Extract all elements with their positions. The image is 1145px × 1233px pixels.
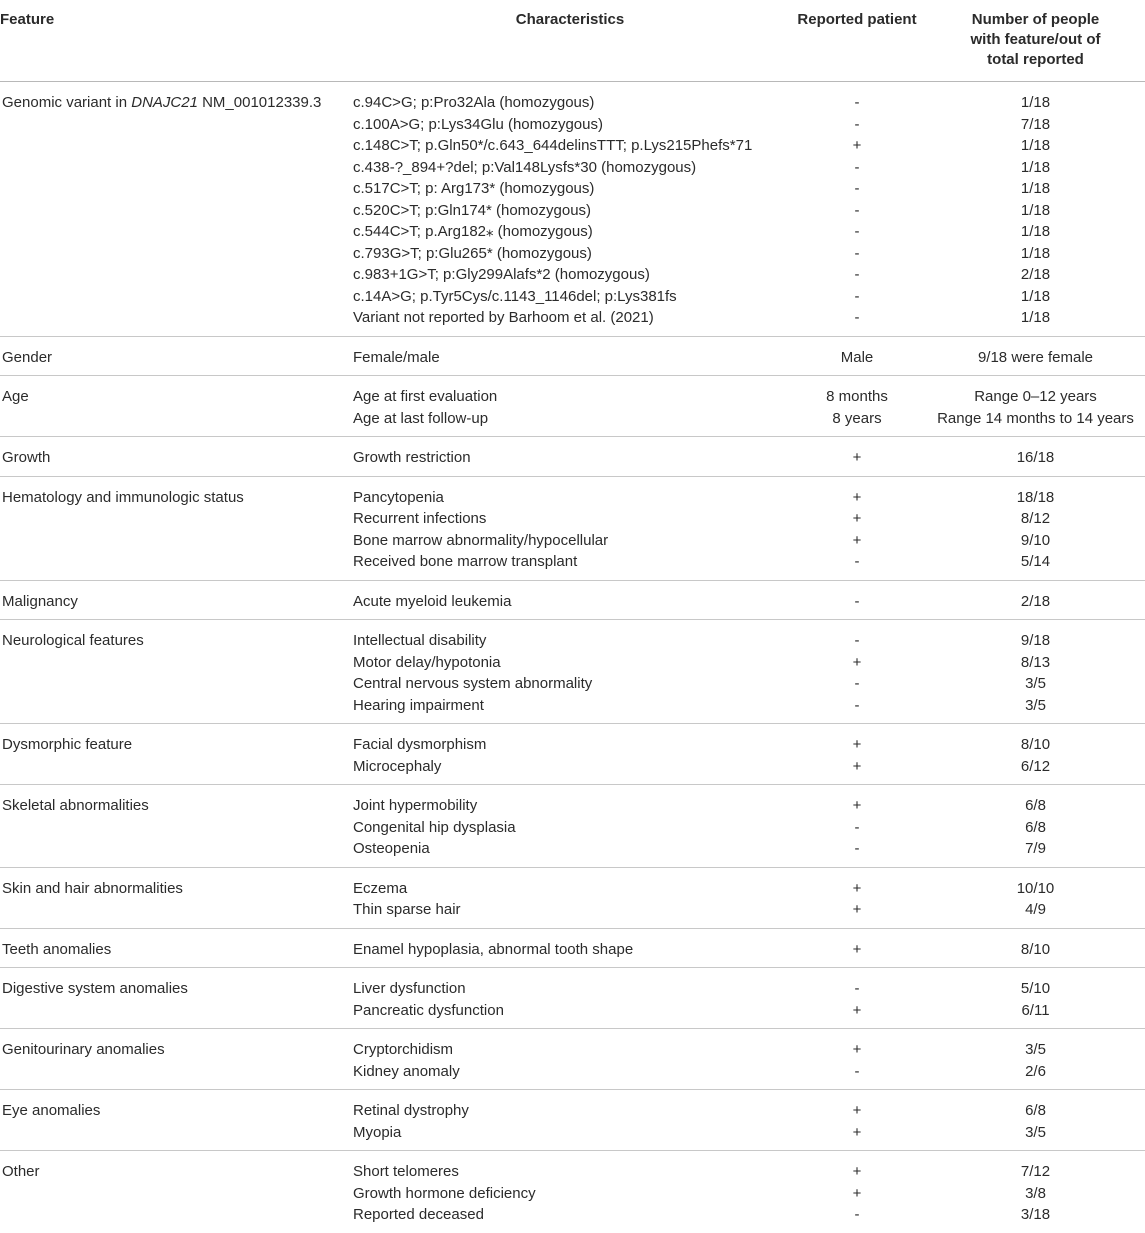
patient-value: +	[852, 1123, 862, 1141]
reported-patient-cell	[788, 336, 926, 376]
characteristic-text: c.520C>T; p:Gln174* (homozygous)	[353, 201, 592, 219]
patient-value: Male	[840, 348, 874, 366]
header-number-line: total reported	[987, 51, 1084, 68]
count-value: 3/18	[1020, 1206, 1051, 1223]
patient-value: +	[852, 449, 862, 466]
characteristic-text: Bone marrow abnormality/hypocellular	[353, 531, 609, 549]
patient-value: -	[854, 818, 860, 836]
table-row	[0, 928, 1145, 968]
feature-label: Growth	[2, 449, 51, 466]
characteristic-text: Cryptorchidism	[353, 1041, 454, 1058]
count-value: 7/12	[1020, 1163, 1051, 1180]
table-row	[0, 724, 1145, 785]
reported-patient-cell	[788, 376, 926, 437]
characteristics-cell	[352, 1090, 788, 1151]
patient-value: -	[854, 266, 860, 283]
patient-value: -	[854, 1206, 860, 1223]
feature-cell	[0, 336, 352, 376]
characteristic-text: Enamel hypoplasia, abnormal tooth shape	[353, 940, 634, 958]
count-value: 4/9	[1025, 901, 1046, 918]
characteristic-text: c.793G>T; p:Glu265* (homozygous)	[353, 244, 592, 262]
count-value: 9/10	[1020, 531, 1051, 549]
count-value: 7/9	[1025, 840, 1046, 857]
patient-value: -	[854, 94, 860, 111]
table-row	[0, 867, 1145, 928]
characteristics-cell	[352, 82, 788, 337]
feature-label: Teeth anomalies	[2, 940, 112, 958]
characteristics-cell	[352, 1151, 788, 1233]
count-value: 1/18	[1020, 244, 1051, 262]
count-value: 9/18	[1020, 632, 1051, 649]
table-row	[0, 1151, 1145, 1233]
count-cell	[926, 1090, 1145, 1151]
feature-cell	[0, 928, 352, 968]
count-value: 1/18	[1020, 287, 1051, 305]
count-value: 5/10	[1020, 980, 1051, 997]
characteristics-cell	[352, 724, 788, 785]
characteristic-text: Recurrent infections	[353, 510, 487, 527]
patient-value: +	[852, 757, 862, 775]
count-value: 1/18	[1020, 223, 1051, 240]
count-value: 8/13	[1020, 653, 1051, 671]
characteristic-text: Pancreatic dysfunction	[353, 1001, 504, 1019]
table-row	[0, 437, 1145, 477]
patient-value: -	[854, 115, 860, 133]
table-row	[0, 1029, 1145, 1090]
count-value: Range 14 months to 14 years	[937, 409, 1134, 427]
count-value: 16/18	[1016, 449, 1055, 466]
reported-patient-cell	[788, 1029, 926, 1090]
count-value: 3/5	[1025, 1123, 1046, 1141]
header-characteristics: Characteristics	[515, 11, 625, 28]
patient-value: -	[854, 223, 860, 240]
feature-cell	[0, 620, 352, 724]
count-cell	[926, 476, 1145, 580]
characteristic-text: c.544C>T; p.Arg182⁎ (homozygous)	[353, 223, 593, 240]
characteristic-text: Motor delay/hypotonia	[353, 653, 501, 671]
count-value: 3/5	[1025, 675, 1046, 692]
count-cell	[926, 1151, 1145, 1233]
count-value: 2/6	[1025, 1062, 1046, 1080]
count-cell	[926, 437, 1145, 477]
patient-value: -	[854, 632, 860, 649]
patient-value: -	[854, 180, 860, 197]
count-value: 1/18	[1020, 201, 1051, 219]
count-value: 2/18	[1020, 592, 1051, 610]
feature-label: Gender	[2, 348, 53, 366]
patient-value: -	[854, 244, 860, 262]
table-row	[0, 968, 1145, 1029]
count-value: 6/8	[1025, 797, 1046, 814]
feature-cell	[0, 376, 352, 437]
patient-value: -	[854, 980, 860, 997]
characteristic-text: Hearing impairment	[353, 696, 484, 714]
feature-cell	[0, 1151, 352, 1233]
patient-value: +	[852, 1102, 862, 1119]
count-value: 5/14	[1020, 553, 1051, 570]
count-value: Range 0–12 years	[974, 388, 1097, 405]
feature-label: Age	[2, 388, 29, 405]
feature-label: Malignancy	[2, 592, 78, 610]
count-cell	[926, 724, 1145, 785]
reported-patient-cell	[788, 968, 926, 1029]
feature-label: Other	[2, 1163, 40, 1180]
characteristic-text: Congenital hip dysplasia	[353, 818, 516, 836]
characteristics-cell	[352, 1029, 788, 1090]
feature-label: Genomic variant in	[2, 94, 132, 111]
count-cell	[926, 620, 1145, 724]
patient-value: -	[854, 592, 860, 610]
feature-label: Eye anomalies	[2, 1102, 101, 1119]
feature-cell	[0, 785, 352, 868]
count-value: 6/8	[1025, 818, 1046, 836]
characteristic-text: Myopia	[353, 1123, 402, 1141]
count-cell	[926, 867, 1145, 928]
characteristics-cell	[352, 968, 788, 1029]
header-number-line: Number of people	[971, 11, 1100, 28]
patient-value: +	[852, 901, 862, 918]
feature-cell	[0, 724, 352, 785]
feature-label: Hematology and immunologic status	[2, 488, 244, 506]
feature-cell	[0, 968, 352, 1029]
patient-value: +	[852, 1184, 862, 1202]
patient-value: +	[852, 653, 862, 671]
characteristic-text: Eczema	[353, 879, 408, 897]
patient-value: -	[854, 696, 860, 714]
feature-cell	[0, 1090, 352, 1151]
header-number	[926, 0, 1145, 82]
characteristics-cell	[352, 867, 788, 928]
characteristic-text: Facial dysmorphism	[353, 736, 487, 753]
patient-value: -	[854, 287, 860, 305]
patient-value: -	[854, 553, 860, 570]
characteristics-cell	[352, 928, 788, 968]
feature-cell	[0, 476, 352, 580]
patient-value: -	[854, 1062, 860, 1080]
feature-label: Dysmorphic feature	[2, 736, 133, 753]
count-value: 8/10	[1020, 736, 1051, 753]
characteristic-text: Received bone marrow transplant	[353, 553, 578, 570]
characteristics-cell	[352, 785, 788, 868]
reported-patient-cell	[788, 928, 926, 968]
table-row	[0, 580, 1145, 620]
feature-cell	[0, 437, 352, 477]
count-value: 6/8	[1025, 1102, 1046, 1119]
table-row	[0, 376, 1145, 437]
table-body	[0, 82, 1145, 1233]
reported-patient-cell	[788, 1090, 926, 1151]
patient-value: -	[854, 675, 860, 692]
characteristic-text: Intellectual disability	[353, 632, 487, 649]
characteristic-text: c.14A>G; p.Tyr5Cys/c.1143_1146del; p:Lys381fs	[353, 287, 677, 305]
patient-value: +	[852, 1163, 862, 1180]
characteristic-text: Central nervous system abnormality	[353, 675, 593, 692]
table-row	[0, 476, 1145, 580]
count-cell	[926, 336, 1145, 376]
characteristic-text: Growth restriction	[353, 449, 471, 466]
count-cell	[926, 580, 1145, 620]
count-value: 1/18	[1020, 94, 1051, 111]
patient-value: 8 years	[832, 409, 882, 427]
patient-value: +	[852, 1001, 862, 1019]
characteristic-text: Retinal dystrophy	[353, 1102, 469, 1119]
count-value: 6/11	[1021, 1001, 1050, 1019]
feature-cell	[0, 580, 352, 620]
characteristic-text: Thin sparse hair	[353, 901, 461, 918]
characteristic-text: Age at first evaluation	[353, 388, 498, 405]
patient-value: +	[852, 137, 862, 154]
characteristics-cell	[352, 620, 788, 724]
patient-value: +	[852, 736, 862, 753]
patient-value: +	[852, 531, 862, 549]
header-feature: Feature	[0, 11, 55, 28]
transcript-id: NM_001012339.3	[197, 94, 322, 111]
count-cell	[926, 928, 1145, 968]
characteristic-text: Kidney anomaly	[353, 1062, 460, 1080]
reported-patient-cell	[788, 620, 926, 724]
reported-patient-cell	[788, 785, 926, 868]
characteristic-text: Growth hormone deficiency	[353, 1184, 536, 1202]
header-number-line: with feature/out of	[970, 31, 1101, 48]
count-value: 1/18	[1020, 180, 1051, 197]
characteristic-text: c.438-?_894+?del; p:Val148Lysfs*30 (homozygous)	[353, 158, 697, 176]
characteristic-text: Microcephaly	[353, 757, 442, 775]
table-row	[0, 785, 1145, 868]
count-value: 1/18	[1020, 158, 1051, 176]
count-cell	[926, 968, 1145, 1029]
feature-cell	[0, 82, 352, 337]
feature-cell	[0, 1029, 352, 1090]
characteristic-text: Age at last follow-up	[353, 409, 489, 427]
header-reported-patient: Reported patient	[797, 11, 917, 28]
count-value: 10/10	[1016, 879, 1055, 897]
feature-label: Skeletal abnormalities	[2, 797, 149, 814]
characteristic-text: c.94C>G; p:Pro32Ala (homozygous)	[353, 94, 595, 111]
reported-patient-cell	[788, 724, 926, 785]
count-value: 3/5	[1025, 696, 1046, 714]
count-cell	[926, 82, 1145, 337]
feature-label: Digestive system anomalies	[2, 980, 188, 997]
characteristic-text: c.517C>T; p: Arg173* (homozygous)	[353, 180, 595, 197]
count-value: 2/18	[1020, 266, 1051, 283]
characteristic-text: c.983+1G>T; p:Gly299Alafs*2 (homozygous)	[353, 266, 650, 283]
characteristic-text: Variant not reported by Barhoom et al. (2021)	[353, 309, 654, 326]
table-row	[0, 1090, 1145, 1151]
count-value: 9/18 were female	[977, 348, 1094, 366]
patient-value: 8 months	[826, 388, 888, 405]
patient-value: +	[852, 1041, 862, 1058]
table-header-row	[0, 0, 1145, 82]
patient-value: -	[854, 201, 860, 219]
feature-label: Skin and hair abnormalities	[2, 879, 183, 897]
patient-value: +	[852, 510, 862, 527]
reported-patient-cell	[788, 437, 926, 477]
reported-patient-cell	[788, 82, 926, 337]
characteristic-text: Pancytopenia	[353, 488, 444, 506]
count-value: 3/8	[1025, 1184, 1046, 1202]
gene-name: DNAJC21	[131, 94, 198, 111]
count-value: 3/5	[1025, 1041, 1046, 1058]
characteristics-cell	[352, 437, 788, 477]
reported-patient-cell	[788, 867, 926, 928]
characteristics-cell	[352, 376, 788, 437]
count-value: 8/10	[1020, 940, 1051, 958]
reported-patient-cell	[788, 1151, 926, 1233]
count-value: 6/12	[1020, 757, 1051, 775]
feature-label: Genitourinary anomalies	[2, 1041, 165, 1058]
characteristic-text: c.100A>G; p:Lys34Glu (homozygous)	[353, 115, 603, 133]
characteristics-cell	[352, 476, 788, 580]
count-cell	[926, 376, 1145, 437]
count-value: 7/18	[1020, 115, 1051, 133]
characteristics-cell	[352, 336, 788, 376]
patient-value: +	[852, 879, 862, 897]
feature-label: Neurological features	[2, 632, 144, 649]
patient-value: -	[854, 309, 860, 326]
count-value: 1/18	[1020, 309, 1051, 326]
characteristic-text: Joint hypermobility	[353, 797, 478, 814]
feature-cell	[0, 867, 352, 928]
table-row	[0, 620, 1145, 724]
characteristic-text: Liver dysfunction	[353, 980, 466, 997]
patient-value: +	[852, 940, 862, 958]
characteristic-text: Short telomeres	[353, 1163, 459, 1180]
table-row	[0, 82, 1145, 337]
reported-patient-cell	[788, 476, 926, 580]
patient-value: +	[852, 797, 862, 814]
patient-value: -	[854, 158, 860, 176]
characteristic-text: Osteopenia	[353, 840, 430, 857]
reported-patient-cell	[788, 580, 926, 620]
patient-value: +	[852, 488, 862, 506]
count-cell	[926, 1029, 1145, 1090]
characteristic-text: Acute myeloid leukemia	[353, 592, 512, 610]
characteristic-text: c.148C>T; p.Gln50*/c.643_644delinsTTT; p.Lys215Phefs*71	[353, 137, 753, 154]
patient-value: -	[854, 840, 860, 857]
count-value: 8/12	[1020, 510, 1051, 527]
characteristic-text: Reported deceased	[353, 1206, 484, 1223]
count-cell	[926, 785, 1145, 868]
characteristic-text: Female/male	[353, 348, 440, 366]
characteristics-cell	[352, 580, 788, 620]
count-value: 18/18	[1016, 488, 1055, 506]
table-row	[0, 336, 1145, 376]
count-value: 1/18	[1020, 137, 1051, 154]
